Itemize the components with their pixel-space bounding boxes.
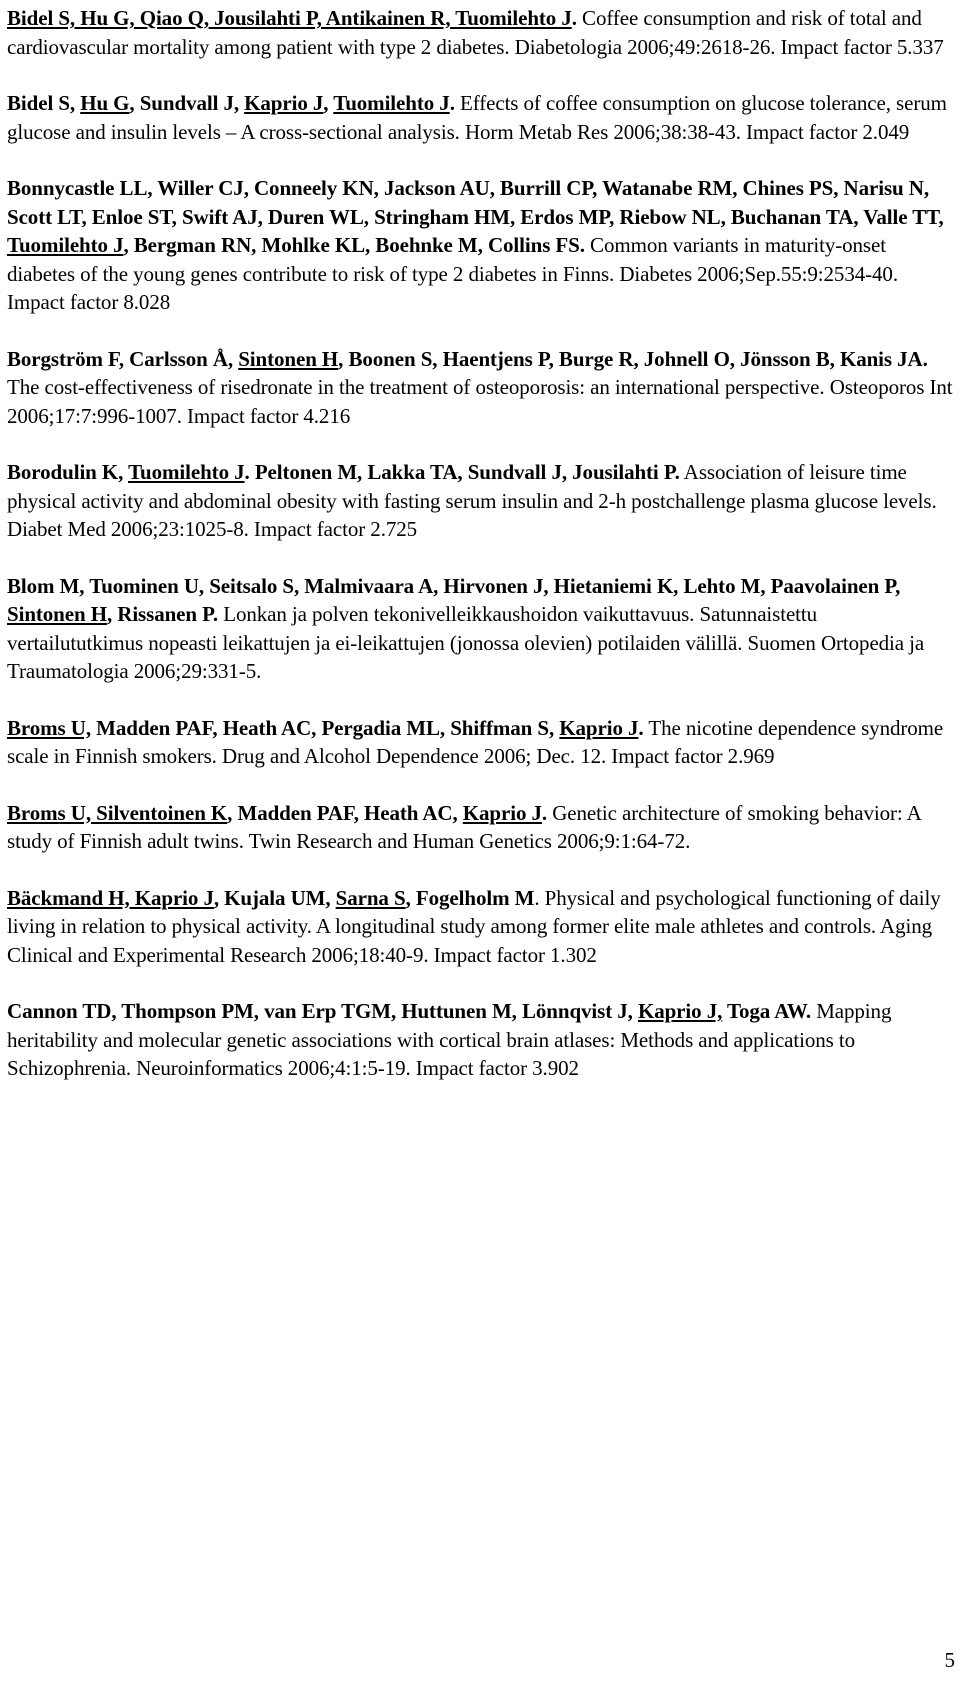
author-text: , Rissanen P. — [106, 602, 219, 626]
underlined-author: Broms U, — [7, 715, 91, 740]
author-text: Toga AW. — [722, 999, 812, 1023]
reference-text: Mapping heritability and molecular genetic associations with cortical brain atlases: Methods and applications to Schizophrenia. Neuroinformatics 2006;4:1:5-19. Impact factor 3.902 — [7, 999, 892, 1080]
author-text: , — [323, 91, 334, 115]
author-text: Bidel S, — [7, 91, 81, 115]
reference-entry — [7, 4, 955, 61]
reference-gap — [7, 969, 955, 997]
reference-gap — [7, 61, 955, 89]
author-text: Borodulin K, — [7, 460, 129, 484]
author-text: , Fogelholm M — [405, 885, 535, 910]
reference-gap — [7, 317, 955, 345]
reference-authors — [7, 801, 547, 825]
underlined-author: Broms U, Silventoinen K — [7, 800, 228, 825]
reference-authors — [7, 999, 811, 1023]
author-text: . — [449, 91, 455, 115]
reference-authors — [7, 716, 644, 740]
author-text: Madden PAF, Heath AC, Pergadia ML, Shiffman S, — [90, 715, 560, 740]
reference-gap — [7, 146, 955, 174]
page-number: 5 — [944, 1648, 955, 1672]
reference-text: Lonkan ja polven tekonivelleikkaushoidon vaikuttavuus. Satunnaistettu vertailututkimus nopeasti leikattujen ja ei-leikattujen (jonossa olevien) potilaiden välillä. Suomen Ortopedia ja Traumatologia 2006;29:331-5. — [7, 602, 925, 683]
underlined-author: Kaprio J — [462, 800, 542, 825]
reference-gap — [7, 544, 955, 572]
underlined-author: Sintonen H — [238, 346, 339, 371]
underlined-author: Bäckmand H, Kaprio J — [7, 885, 214, 910]
underlined-author: Kaprio J — [559, 715, 639, 740]
reference-gap — [7, 686, 955, 714]
underlined-author: Hu G — [80, 91, 130, 115]
author-text: , Bergman RN, Mohlke KL, Boehnke M, Collins FS. — [123, 233, 585, 257]
reference-text: Common variants in maturity-onset diabetes of the young genes contribute to risk of type 2 diabetes in Finns. Diabetes 2006;Sep.55:9:2534-40. Impact factor 8.028 — [7, 233, 898, 314]
reference-text: Association of leisure time physical activity and abdominal obesity with fasting serum insulin and 2-h postchallenge plasma glucose levels. Diabet Med 2006;23:1025-8. Impact factor 2.725 — [7, 460, 937, 541]
reference-text: Genetic architecture of smoking behavior: A study of Finnish adult twins. Twin Research and Human Genetics 2006;9:1:64-72. — [7, 800, 921, 853]
author-text: Borgström F, Carlsson Å, — [7, 346, 239, 371]
reference-text: Effects of coffee consumption on glucose tolerance, serum glucose and insulin levels – A cross-sectional analysis. Horm Metab Res 2006;38:38-43. Impact factor 2.049 — [7, 91, 947, 144]
author-text: , Sundvall J, — [129, 91, 245, 115]
reference-entry — [7, 799, 955, 856]
reference-list — [7, 4, 955, 1083]
underlined-author: Tuomilehto J — [7, 233, 124, 257]
reference-entry — [7, 174, 955, 317]
reference-authors — [7, 91, 455, 115]
author-text: Bonnycastle LL, Willer CJ, Conneely KN, Jackson AU, Burrill CP, Watanabe RM, Chines PS, Narisu N, Scott LT, Enloe ST, Swift AJ, Duren WL, Stringham HM, Erdos MP, Riebow NL, Buchanan TA, Valle TT, — [7, 176, 944, 229]
author-text: . — [571, 6, 577, 30]
reference-entry — [7, 997, 955, 1083]
underlined-author: Kaprio J, — [637, 999, 723, 1023]
reference-entry — [7, 884, 955, 970]
reference-text: The nicotine dependence syndrome scale in Finnish smokers. Drug and Alcohol Dependence 2006; Dec. 12. Impact factor 2.969 — [7, 715, 944, 768]
reference-gap — [7, 771, 955, 799]
reference-entry — [7, 345, 955, 431]
underlined-author: Tuomilehto J — [128, 460, 245, 484]
author-text: , Kujala UM, — [213, 885, 336, 910]
reference-authors — [7, 347, 928, 371]
reference-authors — [7, 6, 577, 30]
reference-gap — [7, 856, 955, 884]
reference-text: The cost-effectiveness of risedronate in the treatment of osteoporosis: an international perspective. Osteoporos Int 2006;17:7:996-1007. Impact factor 4.216 — [7, 375, 953, 428]
underlined-author: Kaprio J — [244, 91, 324, 115]
reference-gap — [7, 430, 955, 458]
reference-entry — [7, 89, 955, 146]
reference-entry — [7, 458, 955, 544]
reference-entry — [7, 714, 955, 771]
author-text: Blom M, Tuominen U, Seitsalo S, Malmivaara A, Hirvonen J, Hietaniemi K, Lehto M, Paavolainen P, — [7, 573, 901, 598]
underlined-author: Sarna S — [335, 885, 406, 910]
author-text: Cannon TD, Thompson PM, van Erp TGM, Huttunen M, Lönnqvist J, — [7, 999, 638, 1023]
underlined-author: Tuomilehto J — [333, 91, 450, 115]
underlined-author: Sintonen H — [7, 602, 107, 626]
author-text: . Peltonen M, Lakka TA, Sundvall J, Jousilahti P. — [244, 460, 680, 484]
author-text: . — [638, 715, 644, 740]
reference-text: Coffee consumption and risk of total and cardiovascular mortality among patient with type 2 diabetes. Diabetologia 2006;49:2618-26. Impact factor 5.337 — [7, 6, 944, 59]
underlined-author: Bidel S, Hu G, Qiao Q, Jousilahti P, Antikainen R, Tuomilehto J — [7, 6, 572, 30]
reference-authors — [7, 460, 680, 484]
reference-authors — [7, 886, 534, 910]
reference-text: . Physical and psychological functioning of daily living in relation to physical activity. A longitudinal study among former elite male athletes and controls. Aging Clinical and Experimental Research 2006;18:40-9. Impact factor 1.302 — [7, 885, 941, 967]
author-text: , Boonen S, Haentjens P, Burge R, Johnell O, Jönsson B, Kanis JA. — [338, 346, 928, 371]
reference-entry — [7, 572, 955, 686]
author-text: , Madden PAF, Heath AC, — [227, 800, 463, 825]
author-text: . — [541, 800, 548, 825]
